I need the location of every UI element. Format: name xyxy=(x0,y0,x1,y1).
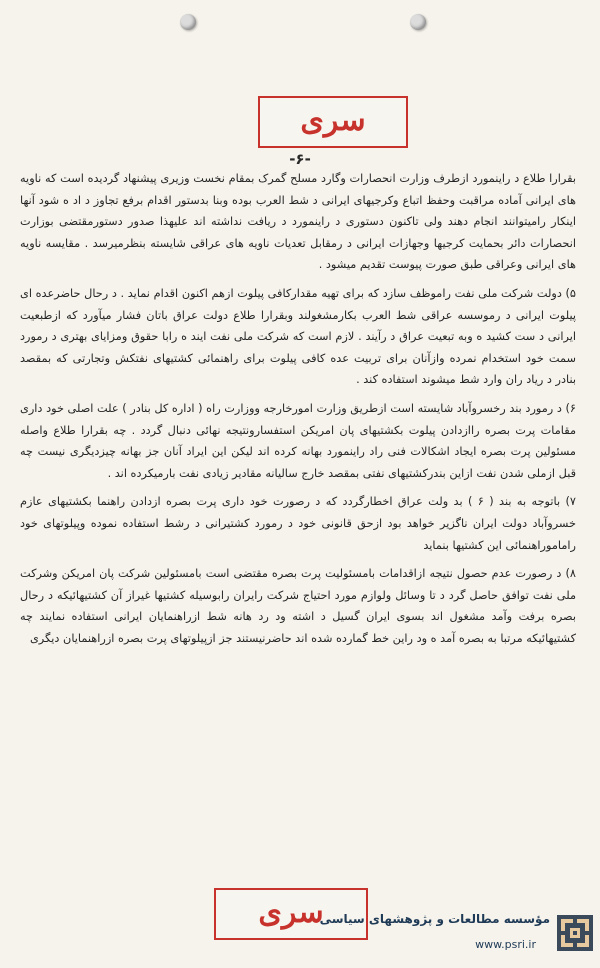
watermark-footer xyxy=(319,906,596,962)
document-body xyxy=(20,168,576,656)
paragraph: بقرارا طلاع د راینمورد ازطرف وزارت انحصارات وگارد مسلح گمرک بمقام نخست وزیری پیشنهاد گردیده است که ناویه های ایرانی آماده مراقبت وحفظ اتباع وکرجیهای ایرانی د شط العرب بوده وبنا بدستور اقدام برفع تجاوز د اد ه شود آنها اینکار رامیتوانند انجام دهند ولی تاکنون دستوری د راینمورد د ریافت نداشته اند علیهذا صدور دستورمقتضی بوزارت انحصارات دائر بحمایت کرجیها وجهازات ایرانی د رمقابل تعدیات ناویه های عراقی شایسته بنظرمیرسد . مقایسه ناویه های ایرانی وعراقی طبق صورت پیوست تقدیم میشود . xyxy=(20,172,576,272)
paragraph: ۵) دولت شرکت ملی نفت راموظف سازد که برای تهیه مقدارکافی پیلوت ازهم اکنون اقدام نماید . د رحال حاضرعده ای پیلوت ایرانی د رموسسه عراقی شط العرب بکارمشغولند وبقرارا طلاع دولت عراق باتان فشار میآورد که ازطبعیت ایرانی د ست کشید ه وبه تبعیت عراق د رآیند . لازم است که شرکت ملی نفت ایند ه رابا حقوق ومزایای بهتری د رمورد سمت خود استخدام نمرده وازآنان برای تربیت عده کافی پیلوت برای راهنمائی کشتیهای نفتکش وتجارتی که بمقصد بنادر د ریاد ران وارد شط میشوند استفاده کند . xyxy=(20,286,576,387)
classification-stamp: سری xyxy=(258,96,408,148)
paragraph: ۷) باتوجه به بند ( ۶ ) بد ولت عراق اخطارگردد که د رصورت خود داری پرت بصره ازدادن راهنما بکشتیهای عازم خسروآباد دولت ایران ناگزیر خواهد بود ازحق قانونی خود د رمورد کشتیرانی د رشط استفاده نموده وپیلوتهای خود راماموراهنمائی این کشتیها بنماید xyxy=(20,495,576,552)
page-number: -۶- xyxy=(289,150,311,168)
paragraph: ۶) د رمورد بند رخسروآباد شایسته است ازطریق وزارت امورخارجه ووزارت راه ( اداره کل بنادر ) علت اصلی خود داری مقامات پرت بصره راازدادن پیلوت بکشتیهای پان امریکن استفسارونتیجه نهائی دنبال گردد . چه بقرارا طلاع واصله مسئولین پرت بصره ایجاد اشکالات فنی راد راینمورد بهانه کرده اند لیکن این ایراد آنان جز بهانه چیزدیگری نیست چه قبل ازملی شدن نفت ازاین بندرکشتیهای نفتی بمقصد خارج سالیانه مقادیر زیادی نفت بارمیکرده اند . xyxy=(20,401,576,480)
organization-name: مؤسسه مطالعات و پژوهشهای سیاسی xyxy=(319,912,550,926)
paragraph: ۸) د رصورت عدم حصول نتیجه ازاقدامات بامسئولیت پرت بصره مقتضی است بامسئولین شرکت پان امریکن وشرکت ملی نفت توافق حاصل گرد د تا وسائل ولوازم مورد احتیاج شرکت رایران رابوسیله کشتیها غیراز آن کشتیهائیکه د رحال بصره برفت وآمد مشغول اند بسوی ایران گسیل د اشته ود رد هانه شط ازراهنمایان ایرانی استفاده نمایند چه کشتیهائیکه مرتبا به بصره آمد ه ود راین خط گمارده شده اند حاضرنیستند جز ازپیلوتهای پرت بصره ازراهنمایان دیگری xyxy=(20,567,576,645)
classification-stamp: سری xyxy=(214,888,368,940)
punch-hole xyxy=(410,14,426,30)
website-url: www.psri.ir xyxy=(475,938,536,951)
punch-hole xyxy=(180,14,196,30)
psri-logo-icon xyxy=(556,914,594,952)
